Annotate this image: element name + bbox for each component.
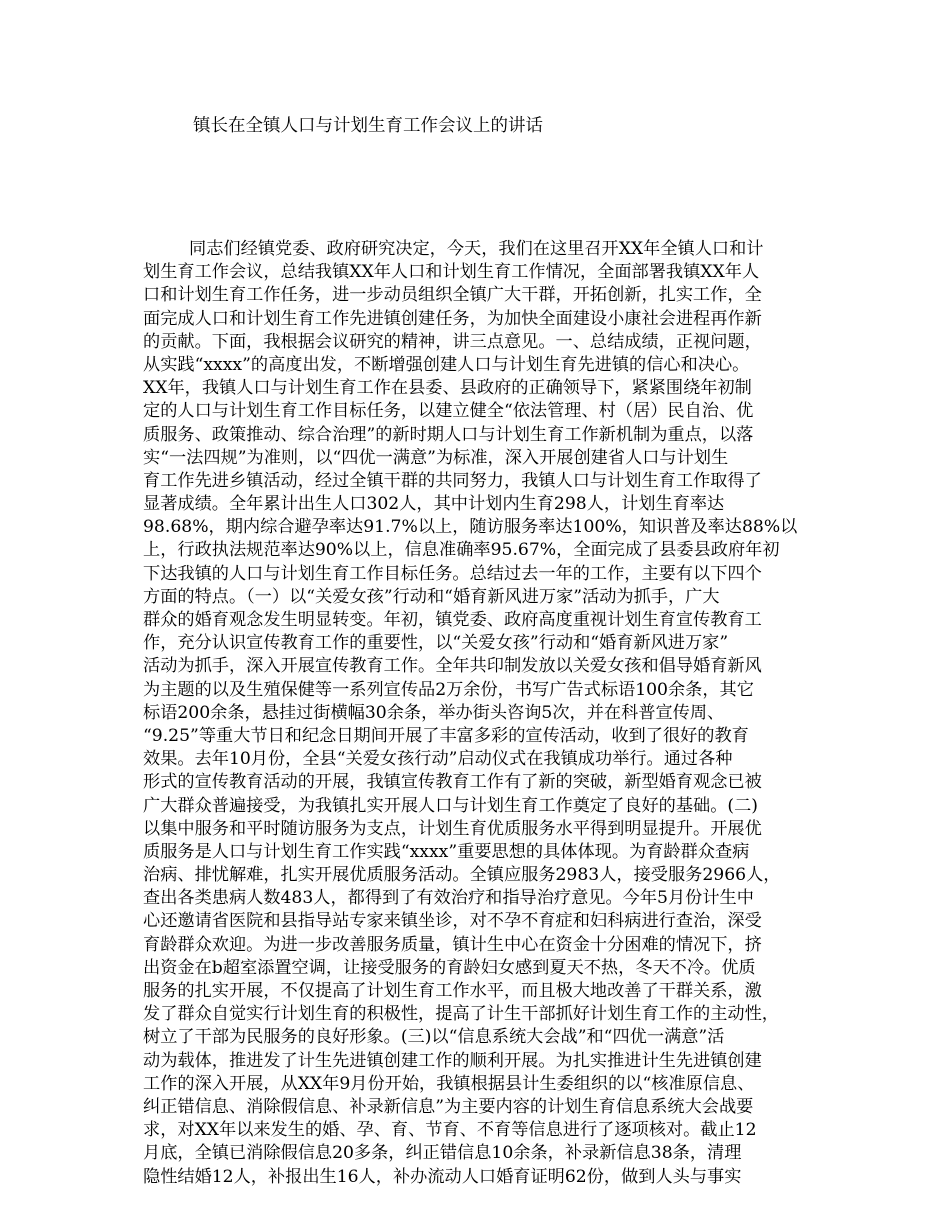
paragraph-line: 标语200余条，悬挂过街横幅30余条，举办街头咨询5次，并在科普宣传周、 (143, 702, 725, 723)
paragraph-line: 为主题的以及生殖保健等一系列宣传品2万余份，书写广告式标语100余条，其它 (143, 679, 754, 700)
paragraph-line: XX年，我镇人口与计划生育工作在县委、县政府的正确领导下，紧紧围绕年初制 (143, 378, 752, 399)
paragraph-line: 月底，全镇已消除假信息20多条，纠正错信息10余条，补录新信息38条，清理 (143, 1143, 742, 1164)
paragraph-line: 发了群众自觉实行计划生育的积极性，提高了计生干部抓好计划生育工作的主动性， (143, 1004, 779, 1025)
paragraph-line: 群众的婚育观念发生明显转变。年初，镇党委、政府高度重视计划生育宣传教育工 (143, 610, 762, 630)
paragraph-line: 面完成人口和计划生育工作先进镇创建任务，为加快全面建设小康社会进程再作新 (143, 308, 762, 329)
paragraph-line: 口和计划生育工作任务，进一步动员组织全镇广大干群，开拓创新，扎实工作，全 (143, 285, 762, 306)
paragraph-line: 治病、排忧解难，扎实开展优质服务活动。全镇应服务2983人，接受服务2966人， (143, 865, 781, 886)
paragraph-line: 98.68%，期内综合避孕率达91.7%以上，随访服务率达100%，知识普及率达88%以 (143, 517, 798, 538)
paragraph-line: 质服务、政策推动、综合治理”的新时期人口与计划生育工作新机制为重点，以落 (143, 424, 754, 445)
paragraph-line: 树立了干部为民服务的良好形象。(三)以“信息系统大会战”和“四优一满意”活 (143, 1027, 725, 1048)
paragraph-line: 作，充分认识宣传教育工作的重要性，以“关爱女孩”行动和“婚育新风进万家” (143, 633, 729, 654)
paragraph-line: 出资金在b超室添置空调，让接受服务的育龄妇女感到夏天不热，冬天不冷。优质 (143, 957, 756, 978)
paragraph-line: 隐性结婚12人，补报出生16人，补办流动人口婚育证明62份，做到人头与事实 (143, 1166, 742, 1187)
paragraph-line: 从实践“xxxx”的高度出发，不断增强创建人口与计划生育先进镇的信心和决心。 (143, 354, 750, 375)
paragraph-line: 工作的深入开展，从XX年9月份开始，我镇根据县计生委组织的以“核准原信息、 (143, 1073, 755, 1094)
paragraph-line: 形式的宣传教育活动的开展，我镇宣传教育工作有了新的突破，新型婚育观念已被 (143, 772, 762, 793)
paragraph-line: 方面的特点。（一）以“关爱女孩”行动和“婚育新风进万家”活动为抓手，广大 (143, 586, 720, 607)
paragraph-line: 下达我镇的人口与计划生育工作目标任务。总结过去一年的工作，主要有以下四个 (143, 563, 762, 584)
paragraph-line: 定的人口与计划生育工作目标任务，以建立健全“依法管理、村（居）民自治、优 (143, 401, 754, 422)
paragraph-line: 活动为抓手，深入开展宣传教育工作。全年共印制发放以关爱女孩和倡导婚育新风 (143, 656, 762, 677)
paragraph-line: 以集中服务和平时随访服务为支点，计划生育优质服务水平得到明显提升。开展优 (143, 818, 762, 839)
paragraph-line: 显著成绩。全年累计出生人口302人，其中计划内生育298人，计划生育率达 (143, 494, 725, 515)
paragraph-line: 动为载体，推进发了计生先进镇创建工作的顺利开展。为扎实推进计生先进镇创建 (143, 1050, 762, 1071)
paragraph-line: 育龄群众欢迎。为进一步改善服务质量，镇计生中心在资金十分困难的情况下，挤 (143, 934, 762, 955)
paragraph-line: 实“一法四规”为准则，以“四优一满意”为标准，深入开展创建省人口与计划生 (143, 447, 729, 468)
paragraph-line: 质服务是人口与计划生育工作实践“xxxx”重要思想的具体体现。为育龄群众查病 (143, 841, 750, 862)
paragraph-line: 的贡献。下面，我根据会议研究的精神，讲三点意见。一、总结成绩，正视问题， (143, 331, 762, 352)
document-title: 镇长在全镇人口与计划生育工作会议上的讲话 (193, 116, 543, 136)
paragraph-line: 纠正错信息、消除假信息、补录新信息”为主要内容的计划生育信息系统大会战要 (143, 1096, 754, 1117)
paragraph-line: 服务的扎实开展，不仅提高了计划生育工作水平，而且极大地改善了干群关系，激 (143, 981, 762, 1001)
paragraph-line: 求，对XX年以来发生的婚、孕、育、节育、不育等信息进行了逐项核对。截止12 (143, 1120, 757, 1141)
paragraph-line: 查出各类患病人数483人，都得到了有效治疗和指导治疗意见。今年5月份计生中 (143, 888, 754, 909)
paragraph-line: 上，行政执法规范率达90%以上，信息准确率95.67%，全面完成了县委县政府年初 (143, 540, 780, 561)
paragraph-line: “9.25”等重大节日和纪念日期间开展了丰富多彩的宣传活动，收到了很好的教育 (143, 725, 749, 746)
paragraph-line: 心还邀请省医院和县指导站专家来镇坐诊，对不孕不育症和妇科病进行查治，深受 (143, 911, 762, 932)
paragraph-line: 效果。去年10月份，全县“关爱女孩行动”启动仪式在我镇成功举行。通过各种 (143, 749, 733, 770)
document-body (143, 238, 823, 1189)
paragraph-line: 广大群众普遍接受，为我镇扎实开展人口与计划生育工作奠定了良好的基础。(二) (143, 795, 758, 816)
paragraph-line: 育工作先进乡镇活动，经过全镇干群的共同努力，我镇人口与计划生育工作取得了 (143, 470, 762, 491)
paragraph-line: 划生育工作会议，总结我镇XX年人口和计划生育工作情况，全面部署我镇XX年人 (143, 262, 760, 283)
paragraph-first-line: 同志们经镇党委、政府研究决定，今天，我们在这里召开XX年全镇人口和计 (189, 239, 764, 259)
